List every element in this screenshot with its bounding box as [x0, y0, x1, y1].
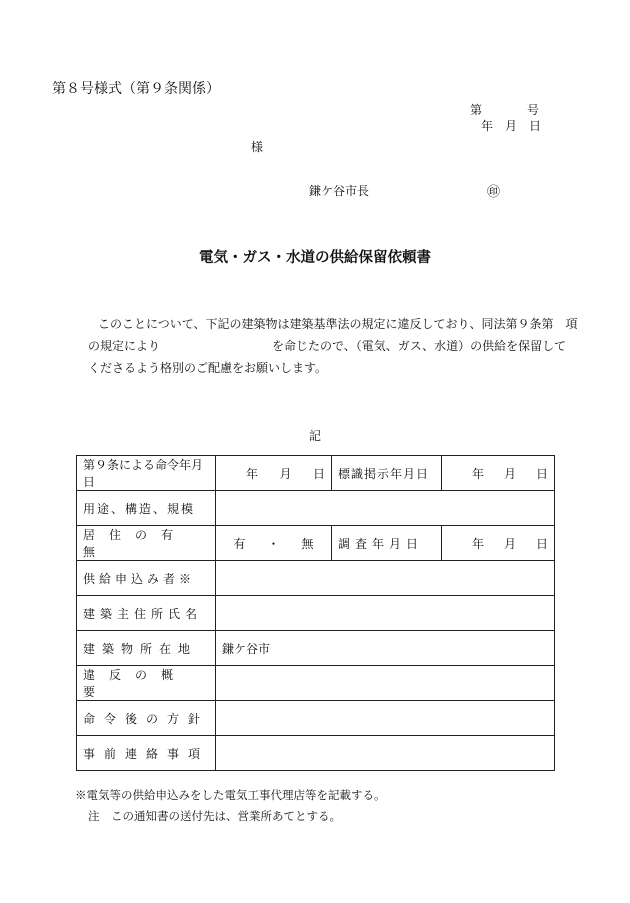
- sender-name: 鎌ケ谷市長: [309, 184, 370, 198]
- day-label: 日: [535, 466, 548, 481]
- table-row: [77, 456, 555, 491]
- addressee-suffix: 様: [251, 140, 264, 154]
- violation-label: 違反の概要: [77, 666, 216, 701]
- applicant-field: [216, 561, 555, 596]
- table-row: [77, 736, 555, 771]
- table-row: [77, 631, 555, 666]
- year-label: 年: [246, 466, 259, 481]
- issue-date: 年 月 日: [481, 119, 542, 133]
- location-field: [216, 631, 555, 666]
- document-number-suffix: 号: [527, 103, 540, 117]
- month-label: 月: [503, 536, 516, 551]
- seal-mark: ㊞: [487, 185, 501, 200]
- day-label: 日: [535, 536, 548, 551]
- document-title: 電気・ガス・水道の供給保留依頼書: [199, 249, 431, 266]
- applicant-label: 供給申込み者※: [77, 561, 216, 596]
- month-label: 月: [503, 466, 516, 481]
- sign-date-label: 標識掲示年月日: [332, 456, 442, 491]
- table-row: [77, 491, 555, 526]
- year-label: 年: [472, 536, 485, 551]
- contact-field: [216, 736, 555, 771]
- occupancy-dot: ・: [267, 536, 280, 551]
- footnote-note: 注 この通知書の送付先は、営業所あてとする。: [88, 809, 341, 823]
- use-field: [216, 491, 555, 526]
- table-row: [77, 701, 555, 736]
- table-row: [77, 561, 555, 596]
- owner-label: 建築主住所氏名: [77, 596, 216, 631]
- body-line-3: くださるよう格別のご配慮をお願いします。: [88, 361, 328, 375]
- sign-date-field: [442, 456, 555, 491]
- occupancy-yes: 有: [233, 536, 246, 551]
- occupancy-label: 居住の有無: [77, 526, 216, 561]
- use-label: 用途、構造、規模: [77, 491, 216, 526]
- body-line-2b: を命じたので、（電気、ガス、水道）の供給を保留して: [272, 339, 567, 353]
- order-date-field: [216, 456, 332, 491]
- table-row: [77, 666, 555, 701]
- year-label: 年: [472, 466, 485, 481]
- policy-label: 命令後の方針: [77, 701, 216, 736]
- month-label: 月: [279, 466, 292, 481]
- body-line-2a: の規定により: [88, 339, 161, 353]
- form-number: 第８号様式（第９条関係）: [52, 81, 220, 97]
- survey-date-field: [442, 526, 555, 561]
- location-value: 鎌ケ谷市: [222, 641, 271, 656]
- survey-date-label: 調査年月日: [332, 526, 442, 561]
- ki-heading: 記: [308, 429, 321, 443]
- violation-field: [216, 666, 555, 701]
- table-row: [77, 596, 555, 631]
- footnote-asterisk: ※電気等の供給申込みをした電気工事代理店等を記載する。: [75, 788, 386, 802]
- occupancy-field: [216, 526, 332, 561]
- location-label: 建築物所在地: [77, 631, 216, 666]
- order-date-label: 第９条による命令年月日: [77, 456, 216, 491]
- details-table: [76, 455, 555, 771]
- table-row: [77, 526, 555, 561]
- occupancy-no: 無: [301, 536, 314, 551]
- owner-field: [216, 596, 555, 631]
- day-label: 日: [312, 466, 325, 481]
- contact-label: 事前連絡事項: [77, 736, 216, 771]
- policy-field: [216, 701, 555, 736]
- body-line-1: このことについて、下記の建築物は建築基準法の規定に違反しており、同法第９条第 項: [98, 317, 578, 331]
- document-number-label: 第: [470, 103, 483, 117]
